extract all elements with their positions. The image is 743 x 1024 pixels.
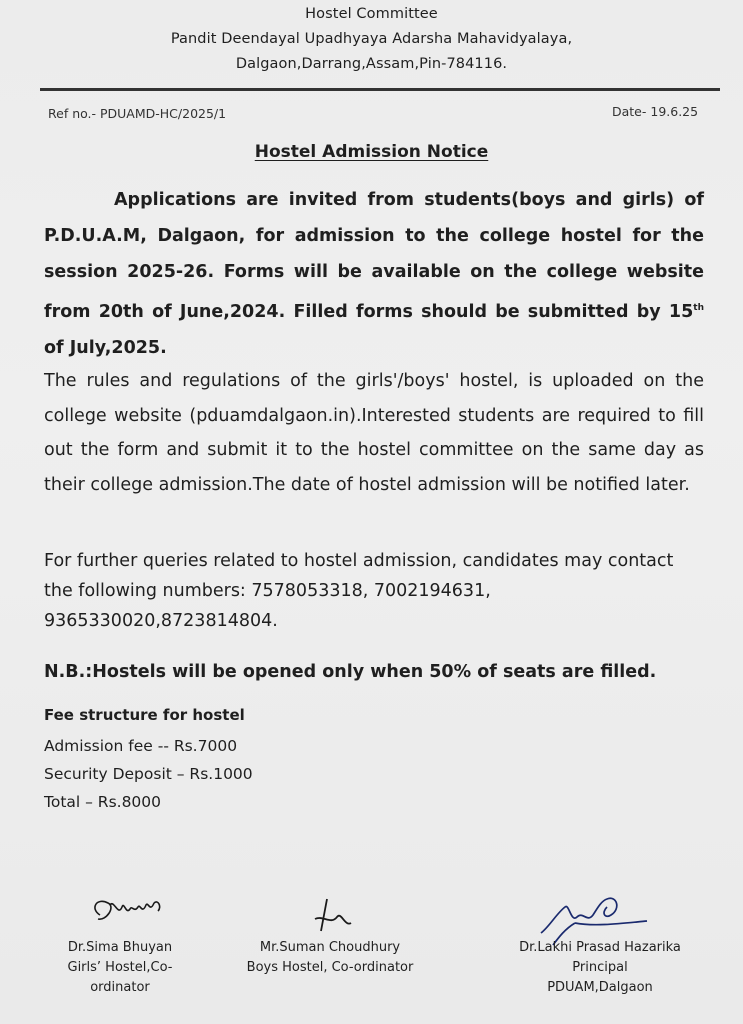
- signatory-boys-hostel: [240, 938, 420, 978]
- contact-paragraph: For further queries related to hostel admission, candidates may contact the following numbers: 7578053318, 7002194631, 9365330020,8723814804.: [44, 551, 674, 631]
- signatory-name: Dr.Lakhi Prasad Hazarika: [519, 940, 681, 955]
- signatory-role: Girls’ Hostel,Co-ordinator: [67, 960, 173, 995]
- signatory-girls-hostel: [40, 938, 200, 998]
- signatory-name: Mr.Suman Choudhury: [259, 940, 401, 955]
- reference-number: Ref no.- PDUAMD-HC/2025/1: [48, 106, 227, 121]
- signatory-principal: [500, 938, 700, 998]
- notice-title: Hostel Admission Notice: [254, 142, 489, 162]
- nb-note: N.B.:Hostels will be opened only when 50% of seats are filled.: [44, 662, 657, 682]
- signatory-name: Dr.Sima Bhuyan: [67, 940, 173, 955]
- fee-item-total: Total – Rs.8000: [44, 793, 162, 811]
- fee-item-security: Security Deposit – Rs.1000: [44, 765, 253, 783]
- fee-list: [44, 732, 253, 816]
- college-name: Pandit Deendayal Upadhyaya Adarsha Mahavidyalaya,: [170, 31, 573, 47]
- paragraph-main-text-end: of July,2025.: [44, 337, 167, 358]
- rules-paragraph: The rules and regulations of the girls'/boys' hostel, is uploaded on the college website (pduamdalgaon.in).Interested students are required to fill out the form and submit it to the hostel committee on the same day as their college admission.The date of hostel admission will be notified later.: [44, 371, 704, 495]
- header-rule: [40, 88, 720, 91]
- paragraph-main-text: Applications are invited from students(boys and girls) of P.D.U.A.M, Dalgaon, for admission to the college hostel for the session 2025-26. Forms will be available on the college website from 20th of June,2024. Filled forms should be submitted by 15: [44, 190, 704, 322]
- notice-paragraph-main: [44, 182, 704, 366]
- signature-sima-bhuyan: [88, 893, 178, 933]
- college-address: Dalgaon,Darrang,Assam,Pin-784116.: [235, 56, 508, 72]
- signatory-org: PDUAM,Dalgaon: [547, 980, 653, 995]
- signatory-role: Boys Hostel, Co-ordinator: [246, 960, 414, 975]
- signature-suman-choudhury: [305, 897, 355, 935]
- fee-item-admission: Admission fee -- Rs.7000: [44, 737, 238, 755]
- fee-heading: Fee structure for hostel: [44, 706, 245, 724]
- notice-date: Date- 19.6.25: [612, 104, 699, 119]
- ordinal-suffix: th: [693, 303, 704, 313]
- signatory-role: Principal: [572, 960, 628, 975]
- committee-name: Hostel Committee: [305, 6, 438, 22]
